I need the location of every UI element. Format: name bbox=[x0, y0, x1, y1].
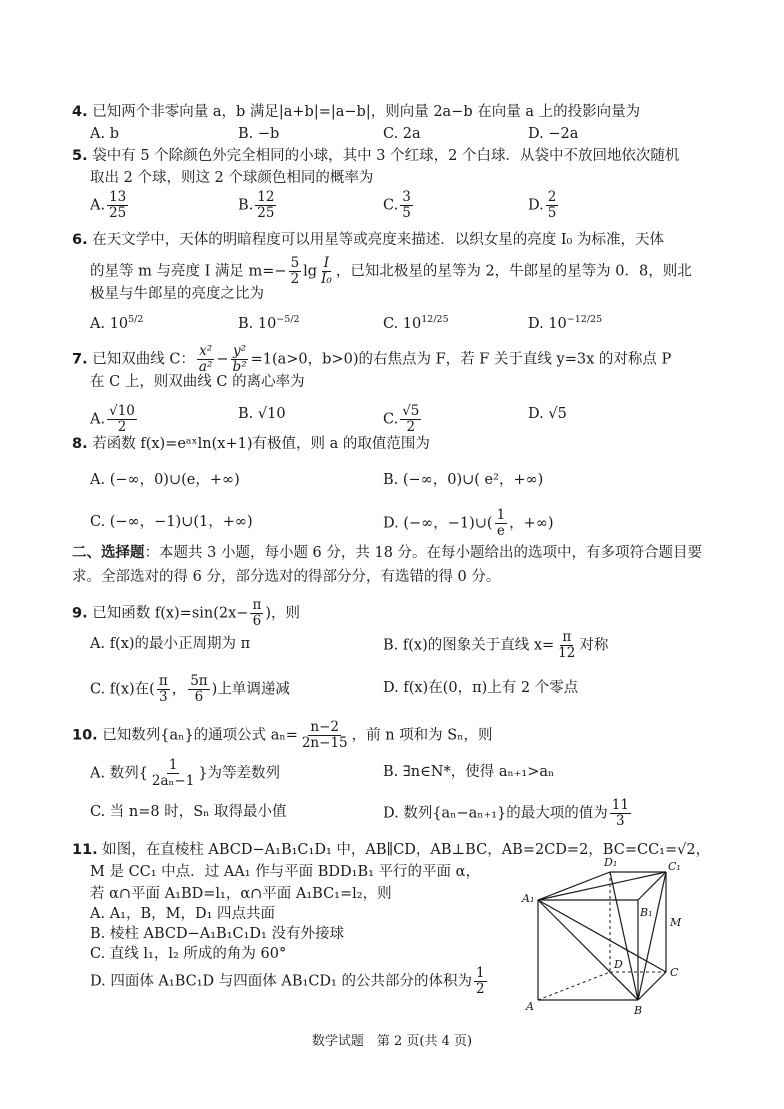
question-stem-line2: M 是 CC₁ 中点．过 AA₁ 作与平面 BDD₁B₁ 平行的平面 α， bbox=[90, 864, 480, 880]
question-number: 10. bbox=[72, 727, 98, 744]
q11-option-c: C. 直线 l₁，l₂ 所成的角为 60° bbox=[90, 946, 287, 962]
question-number: 4. bbox=[72, 104, 88, 120]
label-m: M bbox=[670, 916, 682, 929]
question-number: 5. bbox=[72, 148, 88, 164]
denominator: 2 bbox=[290, 271, 300, 287]
denominator: a² bbox=[198, 359, 213, 375]
numerator: π bbox=[158, 673, 168, 689]
numerator: 13 bbox=[109, 189, 127, 205]
q11-option-b: B. 棱柱 ABCD−A₁B₁C₁D₁ 没有外接球 bbox=[90, 926, 344, 942]
question-7 bbox=[72, 344, 671, 375]
numerator: π bbox=[252, 597, 262, 613]
exponent: −12/25 bbox=[566, 314, 603, 325]
q4-option-b: B. −b bbox=[238, 126, 280, 142]
option-text: D. (−∞，−1)∪( bbox=[383, 515, 493, 532]
label-d1: D₁ bbox=[604, 856, 618, 869]
prism-figure bbox=[518, 852, 698, 1022]
q6-option-d bbox=[528, 310, 602, 334]
label-b: B bbox=[634, 1004, 643, 1017]
fraction bbox=[300, 720, 350, 751]
q10-option-d bbox=[383, 798, 633, 829]
q5-option-a bbox=[90, 190, 130, 221]
q9-option-a: A. f(x)的最小正周期为 π bbox=[90, 636, 251, 652]
label-a: A bbox=[526, 1000, 534, 1013]
question-5 bbox=[72, 146, 679, 166]
question-9 bbox=[72, 598, 300, 629]
q7-option-c bbox=[383, 404, 423, 435]
question-number: 9. bbox=[72, 605, 88, 622]
denominator: 2 bbox=[406, 419, 416, 435]
question-stem-line2 bbox=[90, 256, 692, 287]
minus-sign: − bbox=[216, 351, 229, 368]
separator: ， bbox=[171, 681, 187, 698]
lg-text: lg bbox=[303, 263, 318, 280]
stem-text: 已知数列{aₙ}的通项公式 aₙ= bbox=[102, 727, 298, 744]
label-b1: B₁ bbox=[640, 906, 653, 919]
label-d: D bbox=[614, 958, 623, 971]
question-stem-line2: 在 C 上，则双曲线 C 的离心率为 bbox=[90, 374, 305, 390]
label-c1: C₁ bbox=[668, 860, 681, 873]
stem-text: 的星等 m 与亮度 I 满足 m=− bbox=[90, 263, 287, 280]
edge-b-c bbox=[638, 972, 666, 1000]
section-2-header bbox=[72, 542, 702, 564]
denominator: b² bbox=[232, 359, 247, 375]
edge-d1-b bbox=[610, 872, 638, 1000]
numerator: π bbox=[562, 629, 572, 645]
fraction bbox=[400, 404, 421, 435]
exponent: −5/2 bbox=[276, 314, 300, 325]
option-text: ，+∞) bbox=[509, 515, 554, 532]
numerator: x² bbox=[199, 343, 213, 359]
q4-option-c: C. 2a bbox=[383, 126, 421, 142]
fraction bbox=[546, 190, 559, 221]
question-10 bbox=[72, 720, 493, 751]
question-number: 7. bbox=[72, 351, 88, 368]
question-stem-line1: 如图，在直棱柱 ABCD−A₁B₁C₁D₁ 中，AB∥CD，AB⊥BC，AB=2CD=2，BC=CC₁=√2， bbox=[102, 842, 711, 858]
fraction bbox=[474, 966, 487, 997]
stem-text: 已知双曲线 C： bbox=[92, 351, 195, 368]
question-4 bbox=[72, 102, 640, 122]
numerator: 1 bbox=[475, 965, 485, 981]
q5-option-b bbox=[238, 190, 278, 221]
q5-option-d bbox=[528, 190, 560, 221]
edge-c1-b1 bbox=[638, 872, 666, 900]
q11-option-a: A. A₁，B，M，D₁ 四点共面 bbox=[90, 906, 276, 922]
numerator: √10 bbox=[109, 403, 135, 419]
fraction bbox=[197, 344, 214, 375]
q8-option-a: A. (−∞，0)∪(e，+∞) bbox=[90, 472, 240, 488]
q7-option-a bbox=[90, 404, 139, 435]
fraction bbox=[231, 344, 249, 375]
q10-option-a bbox=[90, 758, 280, 789]
option-text: B. 10 bbox=[238, 315, 277, 332]
option-text: }为等差数列 bbox=[198, 765, 281, 782]
fraction bbox=[107, 404, 137, 435]
question-8 bbox=[72, 434, 430, 454]
denominator: 6 bbox=[252, 613, 262, 629]
denominator: 5 bbox=[547, 205, 557, 221]
denominator: 2aₙ−1 bbox=[151, 773, 195, 789]
numerator: n−2 bbox=[310, 719, 340, 735]
option-text: A. 数列{ bbox=[90, 765, 148, 782]
fraction bbox=[289, 256, 302, 287]
question-number: 11. bbox=[72, 842, 98, 858]
section-instructions-line2: 求。全部选对的得 6 分，部分选对的得部分分，有选错的得 0 分。 bbox=[72, 569, 501, 585]
question-stem: 已知两个非零向量 a，b 满足|a+b|=|a−b|，则向量 2a−b 在向量 a 上的投影向量为 bbox=[92, 104, 641, 120]
fraction bbox=[495, 508, 508, 539]
q10-option-b: B. ∃n∈N*，使得 aₙ₊₁>aₙ bbox=[383, 764, 555, 780]
question-stem-line2: 取出 2 个球，则这 2 个球颜色相同的概率为 bbox=[90, 170, 374, 186]
option-label: C. bbox=[383, 197, 399, 214]
option-text: )上单调递减 bbox=[211, 681, 290, 698]
fraction bbox=[107, 190, 128, 221]
numerator: 11 bbox=[611, 797, 629, 813]
stem-text: )，则 bbox=[265, 605, 301, 622]
section-title: 二、选择题 bbox=[72, 545, 145, 561]
question-number: 8. bbox=[72, 436, 88, 452]
q4-option-d: D. −2a bbox=[528, 126, 579, 142]
fraction bbox=[188, 674, 209, 705]
question-6 bbox=[72, 230, 664, 250]
denominator: 3 bbox=[616, 813, 625, 829]
q5-option-c bbox=[383, 190, 415, 221]
denominator: e bbox=[496, 523, 505, 539]
denominator: 3 bbox=[158, 689, 168, 705]
question-stem: 若函数 f(x)=eᵃˣln(x+1)有极值，则 a 的取值范围为 bbox=[92, 436, 430, 452]
exponent: 5/2 bbox=[128, 314, 144, 325]
stem-text: ，前 n 项和为 Sₙ，则 bbox=[351, 727, 493, 744]
denominator: 5 bbox=[402, 205, 411, 221]
edge-a1-c1 bbox=[538, 872, 666, 900]
q10-option-c: C. 当 n=8 时，Sₙ 取得最小值 bbox=[90, 804, 287, 820]
option-text: 对称 bbox=[579, 637, 609, 654]
denominator: 25 bbox=[109, 205, 127, 221]
numerator: 5 bbox=[290, 255, 300, 271]
edge-a-d bbox=[538, 972, 610, 1000]
fraction bbox=[250, 598, 263, 629]
numerator: 3 bbox=[402, 189, 411, 205]
denominator: 25 bbox=[257, 205, 275, 221]
q8-option-b: B. (−∞，0)∪( e²，+∞) bbox=[383, 472, 544, 488]
option-text: D. 四面体 A₁BC₁D 与四面体 AB₁CD₁ 的公共部分的体积为 bbox=[90, 973, 472, 990]
label-c: C bbox=[670, 966, 679, 979]
option-text: D. 10 bbox=[528, 315, 567, 332]
q9-option-c bbox=[90, 674, 290, 705]
question-stem-line3: 极星与牛郎星的亮度之比为 bbox=[90, 286, 264, 302]
option-text: D. 数列{aₙ−aₙ₊₁}的最大项的值为 bbox=[383, 805, 608, 822]
stem-text: 已知函数 f(x)=sin(2x− bbox=[92, 605, 249, 622]
stem-text: ，已知北极星的星等为 2，牛郎星的星等为 0．8，则北 bbox=[335, 263, 692, 280]
numerator: y² bbox=[233, 343, 247, 359]
page-footer: 数学试题 第 2 页(共 4 页) bbox=[311, 1034, 473, 1049]
numerator: 5π bbox=[190, 673, 208, 689]
denominator: I₀ bbox=[321, 271, 332, 287]
edge-c1-b bbox=[638, 872, 666, 1000]
question-number: 6. bbox=[72, 232, 88, 248]
option-text: C. f(x)在( bbox=[90, 681, 155, 698]
fraction bbox=[255, 190, 276, 221]
exponent: 12/25 bbox=[421, 314, 449, 325]
q11-option-d bbox=[90, 966, 489, 997]
numerator: I bbox=[323, 255, 330, 271]
denominator: 2 bbox=[475, 981, 485, 997]
option-text: B. f(x)的图象关于直线 x= bbox=[383, 637, 555, 654]
denominator: 2 bbox=[117, 419, 127, 435]
prism-solid-edges bbox=[538, 872, 666, 1000]
numerator: 1 bbox=[496, 507, 506, 523]
q7-option-b: B. √10 bbox=[238, 406, 286, 422]
q6-option-c bbox=[383, 310, 449, 334]
denominator: 6 bbox=[194, 689, 204, 705]
q9-option-d: D. f(x)在(0，π)上有 2 个零点 bbox=[383, 680, 579, 696]
fraction bbox=[556, 630, 577, 661]
numerator: 12 bbox=[257, 189, 275, 205]
question-stem-line1: 袋中有 5 个除颜色外完全相同的小球，其中 3 个红球，2 个白球．从袋中不放回地依次随机 bbox=[92, 148, 680, 164]
q7-option-d: D. √5 bbox=[528, 406, 567, 422]
numerator: 2 bbox=[547, 189, 557, 205]
question-stem-line1: 在天文学中，天体的明暗程度可以用星等或亮度来描述．以织女星的亮度 I₀ 为标准，天体 bbox=[92, 232, 664, 248]
option-label: A. bbox=[90, 411, 106, 428]
fraction bbox=[610, 798, 631, 829]
q6-option-a bbox=[90, 310, 143, 334]
option-label: B. bbox=[238, 197, 254, 214]
option-label: D. bbox=[528, 197, 544, 214]
denominator: 2n−15 bbox=[301, 735, 348, 751]
q8-option-d bbox=[383, 508, 554, 539]
option-text: A. 10 bbox=[90, 315, 129, 332]
option-label: A. bbox=[90, 197, 106, 214]
fraction bbox=[400, 190, 413, 221]
numerator: √5 bbox=[402, 403, 420, 419]
numerator: 1 bbox=[168, 757, 178, 773]
fraction bbox=[319, 256, 334, 287]
label-a1: A₁ bbox=[522, 892, 535, 905]
q8-option-c: C. (−∞，−1)∪(1，+∞) bbox=[90, 514, 253, 530]
fraction bbox=[150, 758, 196, 789]
q4-option-a: A. b bbox=[90, 126, 119, 142]
option-label: C. bbox=[383, 411, 399, 428]
option-text: C. 10 bbox=[383, 315, 422, 332]
denominator: 12 bbox=[558, 645, 576, 661]
section-instructions-line1: ：本题共 3 小题，每小题 6 分，共 18 分。在每小题给出的选项中，有多项符合题目要 bbox=[144, 545, 703, 561]
q6-option-b bbox=[238, 310, 300, 334]
question-stem-line3: 若 α∩平面 A₁BD=l₁，α∩平面 A₁BC₁=l₂，则 bbox=[90, 886, 392, 902]
q9-option-b bbox=[383, 630, 608, 661]
fraction bbox=[157, 674, 170, 705]
stem-text: =1(a>0，b>0)的右焦点为 F，若 F 关于直线 y=3x 的对称点 P bbox=[250, 351, 672, 368]
